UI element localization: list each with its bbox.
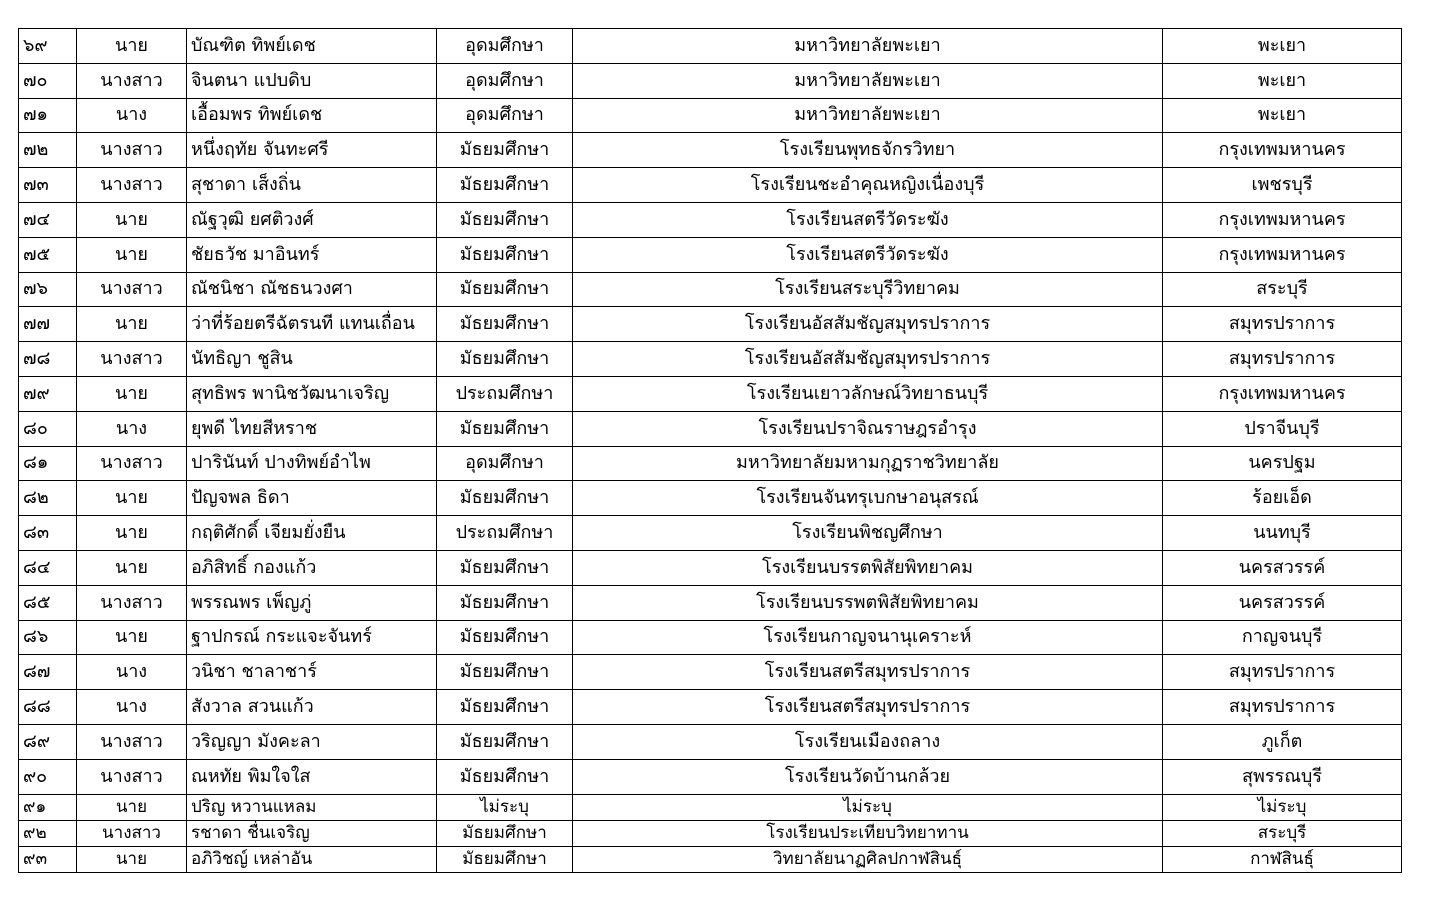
province-name-cell: นครสวรรค์ (1163, 550, 1402, 585)
institution-name-cell: โรงเรียนปราจิณราษฎรอำรุง (573, 411, 1163, 446)
participant-table-body (19, 29, 1402, 873)
table-row (19, 794, 1402, 820)
full-name-cell: จินตนา แปบดิบ (187, 63, 437, 98)
table-row (19, 550, 1402, 585)
education-level-cell: มัธยมศึกษา (437, 846, 573, 872)
table-row (19, 846, 1402, 872)
province-name-cell: สระบุรี (1163, 272, 1402, 307)
table-row (19, 307, 1402, 342)
table-row (19, 272, 1402, 307)
row-number-cell: ๘๕ (19, 585, 77, 620)
row-number-cell: ๘๑ (19, 446, 77, 481)
province-name-cell: นครสวรรค์ (1163, 585, 1402, 620)
table-row (19, 585, 1402, 620)
name-title-cell: นาย (77, 376, 187, 411)
table-row (19, 516, 1402, 551)
row-number-cell: ๗๑ (19, 98, 77, 133)
full-name-cell: วริญญา มังคะลา (187, 724, 437, 759)
full-name-cell: บัณฑิต ทิพย์เดช (187, 29, 437, 64)
full-name-cell: ณัฐวุฒิ ยศติวงศ์ (187, 202, 437, 237)
province-name-cell: ร้อยเอ็ด (1163, 481, 1402, 516)
province-name-cell: กรุงเทพมหานคร (1163, 133, 1402, 168)
full-name-cell: สังวาล สวนแก้ว (187, 690, 437, 725)
full-name-cell: อภิวิชญ์ เหล่าอัน (187, 846, 437, 872)
province-name-cell: สมุทรปราการ (1163, 690, 1402, 725)
province-name-cell: สระบุรี (1163, 820, 1402, 846)
institution-name-cell: วิทยาลัยนาฏศิลปกาฬสินธุ์ (573, 846, 1163, 872)
institution-name-cell: โรงเรียนบรรตพิสัยพิทยาคม (573, 550, 1163, 585)
name-title-cell: นางสาว (77, 133, 187, 168)
table-row (19, 29, 1402, 64)
name-title-cell: นาย (77, 550, 187, 585)
education-level-cell: มัธยมศึกษา (437, 655, 573, 690)
name-title-cell: นางสาว (77, 759, 187, 794)
table-row (19, 655, 1402, 690)
full-name-cell: พรรณพร เพ็ญภู่ (187, 585, 437, 620)
education-level-cell: มัธยมศึกษา (437, 759, 573, 794)
name-title-cell: นางสาว (77, 168, 187, 203)
row-number-cell: ๗๘ (19, 342, 77, 377)
full-name-cell: รชาดา ชื่นเจริญ (187, 820, 437, 846)
province-name-cell: สมุทรปราการ (1163, 342, 1402, 377)
province-name-cell: นครปฐม (1163, 446, 1402, 481)
institution-name-cell: โรงเรียนชะอำคุณหญิงเนื่องบุรี (573, 168, 1163, 203)
full-name-cell: ปารินันท์ ปางทิพย์อำไพ (187, 446, 437, 481)
institution-name-cell: โรงเรียนสตรีสมุทรปราการ (573, 690, 1163, 725)
table-row (19, 481, 1402, 516)
row-number-cell: ๖๙ (19, 29, 77, 64)
table-row (19, 63, 1402, 98)
full-name-cell: สุทธิพร พานิชวัฒนาเจริญ (187, 376, 437, 411)
full-name-cell: เอื้อมพร ทิพย์เดช (187, 98, 437, 133)
name-title-cell: นาง (77, 690, 187, 725)
name-title-cell: นาย (77, 307, 187, 342)
table-row (19, 446, 1402, 481)
education-level-cell: ประถมศึกษา (437, 516, 573, 551)
name-title-cell: นางสาว (77, 724, 187, 759)
education-level-cell: อุดมศึกษา (437, 446, 573, 481)
row-number-cell: ๗๓ (19, 168, 77, 203)
name-title-cell: นางสาว (77, 342, 187, 377)
row-number-cell: ๘๗ (19, 655, 77, 690)
name-title-cell: นาง (77, 655, 187, 690)
row-number-cell: ๙๑ (19, 794, 77, 820)
institution-name-cell: ไม่ระบุ (573, 794, 1163, 820)
full-name-cell: ปัญจพล ธิดา (187, 481, 437, 516)
institution-name-cell: โรงเรียนสตรีวัดระฆัง (573, 237, 1163, 272)
education-level-cell: มัธยมศึกษา (437, 585, 573, 620)
province-name-cell: นนทบุรี (1163, 516, 1402, 551)
education-level-cell: มัธยมศึกษา (437, 272, 573, 307)
row-number-cell: ๗๙ (19, 376, 77, 411)
full-name-cell: ชัยธวัช มาอินทร์ (187, 237, 437, 272)
row-number-cell: ๗๔ (19, 202, 77, 237)
full-name-cell: วนิชา ชาลาชาร์ (187, 655, 437, 690)
education-level-cell: มัธยมศึกษา (437, 550, 573, 585)
province-name-cell: กาญจนบุรี (1163, 620, 1402, 655)
full-name-cell: กฤติศักดิ์ เจียมยั่งยืน (187, 516, 437, 551)
name-title-cell: นาย (77, 794, 187, 820)
province-name-cell: ปราจีนบุรี (1163, 411, 1402, 446)
name-title-cell: นางสาว (77, 585, 187, 620)
full-name-cell: ณัชนิชา ณัชธนวงศา (187, 272, 437, 307)
name-title-cell: นาง (77, 411, 187, 446)
table-row (19, 133, 1402, 168)
education-level-cell: มัธยมศึกษา (437, 411, 573, 446)
institution-name-cell: โรงเรียนอัสสัมชัญสมุทรปราการ (573, 307, 1163, 342)
row-number-cell: ๗๒ (19, 133, 77, 168)
row-number-cell: ๘๔ (19, 550, 77, 585)
education-level-cell: มัธยมศึกษา (437, 168, 573, 203)
table-row (19, 202, 1402, 237)
table-row (19, 168, 1402, 203)
row-number-cell: ๗๕ (19, 237, 77, 272)
institution-name-cell: โรงเรียนพิชญศึกษา (573, 516, 1163, 551)
full-name-cell: ณหทัย พิมใจใส (187, 759, 437, 794)
name-title-cell: นาย (77, 202, 187, 237)
province-name-cell: ภูเก็ต (1163, 724, 1402, 759)
institution-name-cell: โรงเรียนจันทรุเบกษาอนุสรณ์ (573, 481, 1163, 516)
table-row (19, 98, 1402, 133)
education-level-cell: มัธยมศึกษา (437, 690, 573, 725)
name-title-cell: นาง (77, 98, 187, 133)
province-name-cell: เพชรบุรี (1163, 168, 1402, 203)
row-number-cell: ๙๓ (19, 846, 77, 872)
table-row (19, 237, 1402, 272)
province-name-cell: พะเยา (1163, 29, 1402, 64)
education-level-cell: ไม่ระบุ (437, 794, 573, 820)
institution-name-cell: มหาวิทยาลัยพะเยา (573, 63, 1163, 98)
province-name-cell: สมุทรปราการ (1163, 655, 1402, 690)
row-number-cell: ๙๒ (19, 820, 77, 846)
education-level-cell: มัธยมศึกษา (437, 237, 573, 272)
institution-name-cell: โรงเรียนสระบุรีวิทยาคม (573, 272, 1163, 307)
name-title-cell: นาย (77, 620, 187, 655)
full-name-cell: ยุพดี ไทยสีหราช (187, 411, 437, 446)
institution-name-cell: มหาวิทยาลัยพะเยา (573, 29, 1163, 64)
province-name-cell: กรุงเทพมหานคร (1163, 202, 1402, 237)
full-name-cell: อภิสิทธิ์ กองแก้ว (187, 550, 437, 585)
table-row (19, 342, 1402, 377)
table-row (19, 724, 1402, 759)
education-level-cell: มัธยมศึกษา (437, 724, 573, 759)
institution-name-cell: โรงเรียนบรรพตพิสัยพิทยาคม (573, 585, 1163, 620)
name-title-cell: นางสาว (77, 272, 187, 307)
row-number-cell: ๗๐ (19, 63, 77, 98)
row-number-cell: ๘๙ (19, 724, 77, 759)
province-name-cell: ไม่ระบุ (1163, 794, 1402, 820)
name-title-cell: นาย (77, 481, 187, 516)
province-name-cell: พะเยา (1163, 63, 1402, 98)
row-number-cell: ๘๘ (19, 690, 77, 725)
institution-name-cell: โรงเรียนประเทียบวิทยาทาน (573, 820, 1163, 846)
table-row (19, 690, 1402, 725)
table-row (19, 620, 1402, 655)
row-number-cell: ๗๖ (19, 272, 77, 307)
name-title-cell: นางสาว (77, 63, 187, 98)
table-row (19, 759, 1402, 794)
participant-table (18, 28, 1402, 873)
institution-name-cell: โรงเรียนเมืองถลาง (573, 724, 1163, 759)
institution-name-cell: โรงเรียนกาญจนานุเคราะห์ (573, 620, 1163, 655)
province-name-cell: สมุทรปราการ (1163, 307, 1402, 342)
name-title-cell: นางสาว (77, 446, 187, 481)
education-level-cell: มัธยมศึกษา (437, 202, 573, 237)
name-title-cell: นาย (77, 516, 187, 551)
full-name-cell: ปริญ หวานแหลม (187, 794, 437, 820)
full-name-cell: ฐาปกรณ์ กระแจะจันทร์ (187, 620, 437, 655)
province-name-cell: กรุงเทพมหานคร (1163, 376, 1402, 411)
education-level-cell: มัธยมศึกษา (437, 820, 573, 846)
province-name-cell: กรุงเทพมหานคร (1163, 237, 1402, 272)
education-level-cell: อุดมศึกษา (437, 98, 573, 133)
education-level-cell: มัธยมศึกษา (437, 620, 573, 655)
institution-name-cell: มหาวิทยาลัยมหามกุฏราชวิทยาลัย (573, 446, 1163, 481)
education-level-cell: ประถมศึกษา (437, 376, 573, 411)
name-title-cell: นาย (77, 237, 187, 272)
institution-name-cell: โรงเรียนอัสสัมชัญสมุทรปราการ (573, 342, 1163, 377)
institution-name-cell: มหาวิทยาลัยพะเยา (573, 98, 1163, 133)
institution-name-cell: โรงเรียนสตรีวัดระฆัง (573, 202, 1163, 237)
education-level-cell: อุดมศึกษา (437, 63, 573, 98)
table-row (19, 376, 1402, 411)
row-number-cell: ๘๒ (19, 481, 77, 516)
education-level-cell: มัธยมศึกษา (437, 307, 573, 342)
institution-name-cell: โรงเรียนสตรีสมุทรปราการ (573, 655, 1163, 690)
table-row (19, 411, 1402, 446)
row-number-cell: ๗๗ (19, 307, 77, 342)
row-number-cell: ๘๐ (19, 411, 77, 446)
institution-name-cell: โรงเรียนพุทธจักรวิทยา (573, 133, 1163, 168)
name-title-cell: นางสาว (77, 820, 187, 846)
institution-name-cell: โรงเรียนเยาวลักษณ์วิทยาธนบุรี (573, 376, 1163, 411)
full-name-cell: หนึ่งฤทัย จันทะศรี (187, 133, 437, 168)
row-number-cell: ๙๐ (19, 759, 77, 794)
province-name-cell: สุพรรณบุรี (1163, 759, 1402, 794)
institution-name-cell: โรงเรียนวัดบ้านกล้วย (573, 759, 1163, 794)
name-title-cell: นาย (77, 846, 187, 872)
name-title-cell: นาย (77, 29, 187, 64)
full-name-cell: สุชาดา เส็งถิ่น (187, 168, 437, 203)
full-name-cell: ว่าที่ร้อยตรีฉัตรนที แทนเถื่อน (187, 307, 437, 342)
table-row (19, 820, 1402, 846)
education-level-cell: มัธยมศึกษา (437, 481, 573, 516)
row-number-cell: ๘๓ (19, 516, 77, 551)
row-number-cell: ๘๖ (19, 620, 77, 655)
education-level-cell: มัธยมศึกษา (437, 342, 573, 377)
education-level-cell: อุดมศึกษา (437, 29, 573, 64)
province-name-cell: กาฬสินธุ์ (1163, 846, 1402, 872)
education-level-cell: มัธยมศึกษา (437, 133, 573, 168)
province-name-cell: พะเยา (1163, 98, 1402, 133)
full-name-cell: นัทธิญา ชูสิน (187, 342, 437, 377)
